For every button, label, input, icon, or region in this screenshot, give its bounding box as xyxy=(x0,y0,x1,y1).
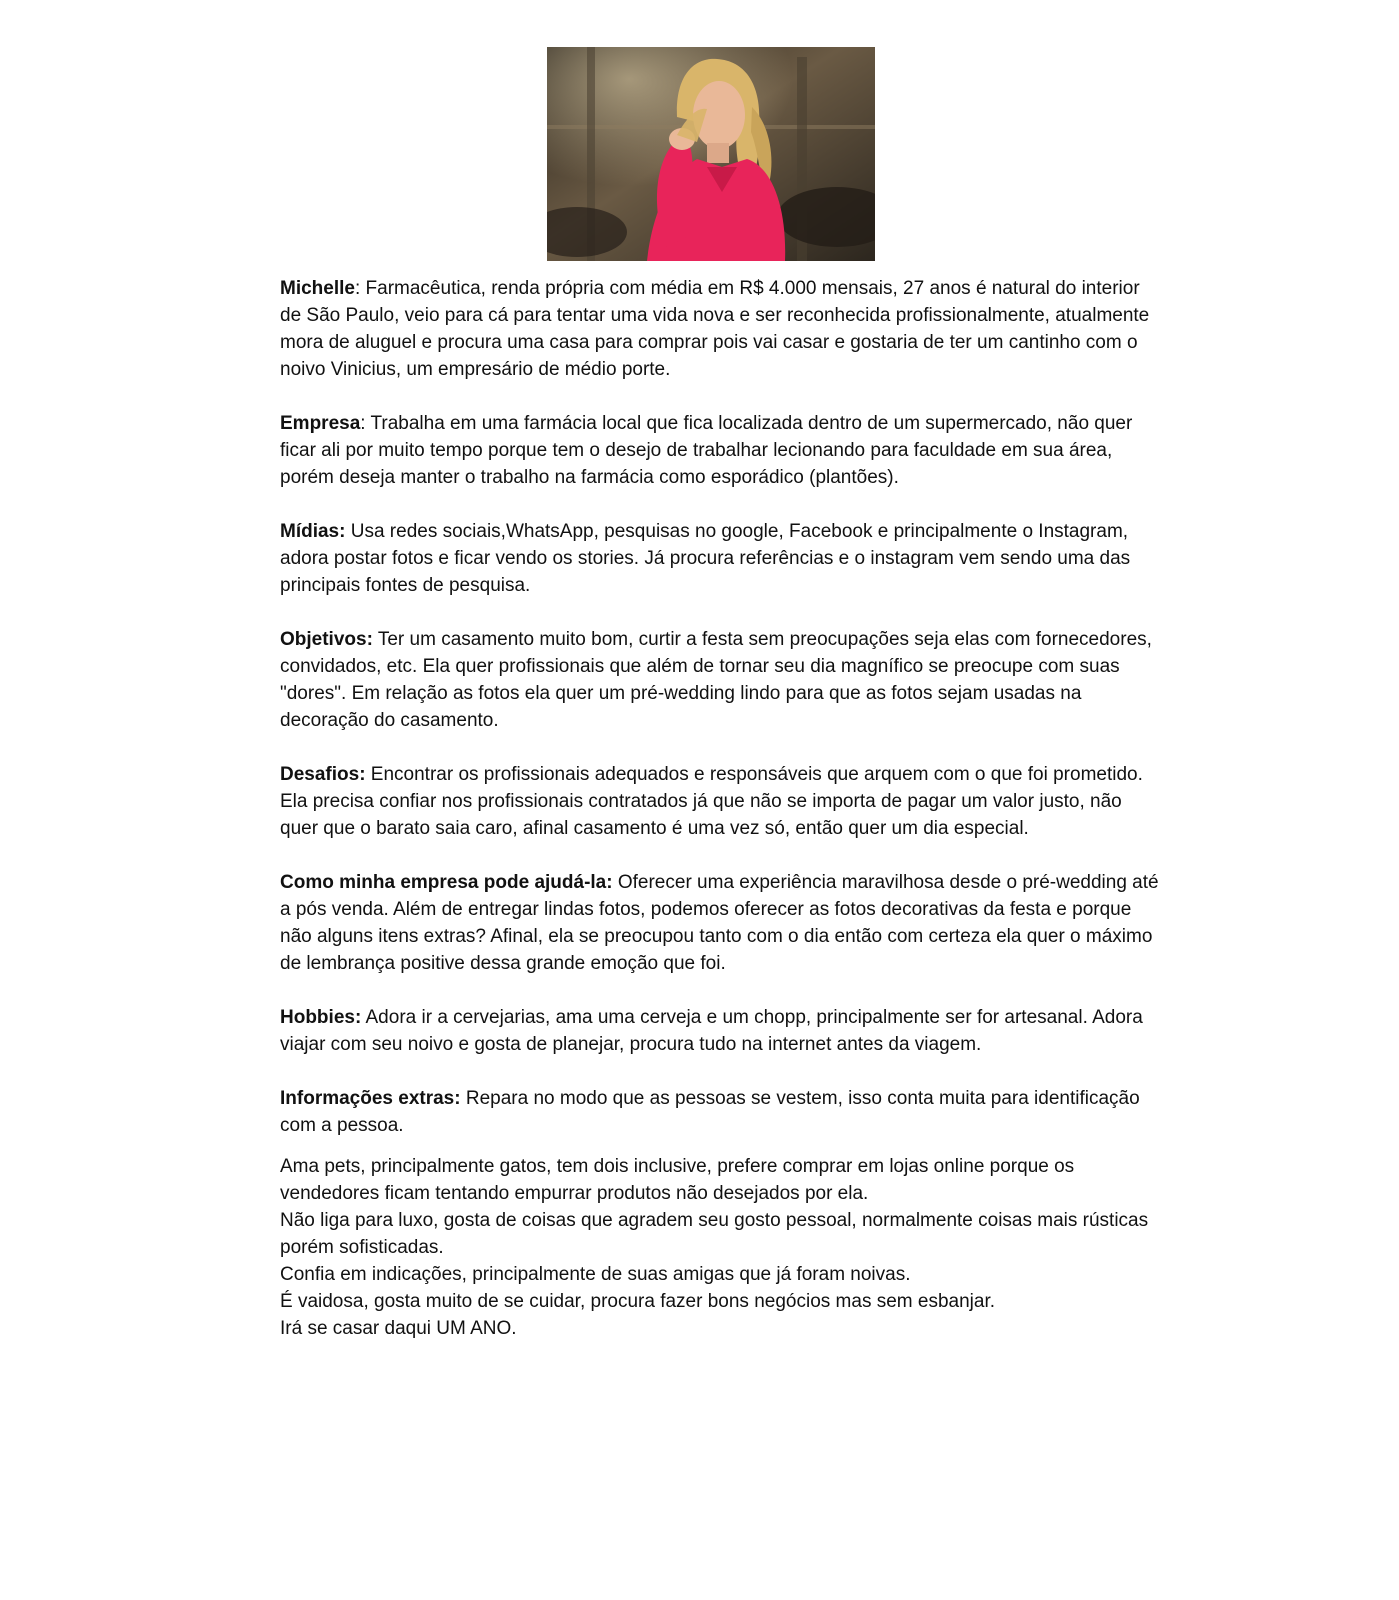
section-informacoes-extras xyxy=(280,1085,1160,1139)
section-hobbies xyxy=(280,1004,1160,1058)
section-text: Oferecer uma experiência maravilhosa desde o pré-wedding até a pós venda. Além de entregar lindas fotos, podemos oferecer as fotos decorativas da festa e porque não alguns itens extras? Afinal, ela se preocupou tanto com o dia então com certeza ela quer o máximo de lembrança positive dessa grande emoção que foi. xyxy=(280,872,1159,974)
section-label: Objetivos: xyxy=(280,629,373,650)
section-label: Hobbies: xyxy=(280,1007,362,1028)
extra-note-line: Ama pets, principalmente gatos, tem dois inclusive, prefere comprar em lojas online porque os vendedores ficam tentando empurrar produtos não desejados por ela. xyxy=(280,1156,1075,1204)
section-text: : Trabalha em uma farmácia local que fica localizada dentro de um supermercado, não quer ficar ali por muito tempo porque tem o desejo de trabalhar lecionando para faculdade em sua área, porém deseja manter o trabalho na farmácia como esporádico (plantões). xyxy=(280,413,1133,488)
section-label: Michelle xyxy=(280,278,355,299)
section-label: Informações extras: xyxy=(280,1088,461,1109)
section-text: Usa redes sociais,WhatsApp, pesquisas no google, Facebook e principalmente o Instagram, adora postar fotos e ficar vendo os stories. Já procura referências e o instagram vem sendo uma das principais fontes de pesquisa. xyxy=(280,521,1131,596)
section-text: Encontrar os profissionais adequados e responsáveis que arquem com o que foi prometido. Ela precisa confiar nos profissionais contratados já que não se importa de pagar um valor justo, não quer que o barato saia caro, afinal casamento é uma vez só, então quer um dia especial. xyxy=(280,764,1143,839)
persona-description xyxy=(280,275,1160,1361)
section-michelle xyxy=(280,275,1160,383)
persona-photo-illustration xyxy=(547,47,875,261)
section-text: Adora ir a cervejarias, ama uma cerveja e um chopp, principalmente ser for artesanal. Adora viajar com seu noivo e gosta de planejar, procura tudo na internet antes da viagem. xyxy=(280,1007,1143,1055)
section-label: Desafios: xyxy=(280,764,366,785)
extra-note-line: Irá se casar daqui UM ANO. xyxy=(280,1318,517,1339)
extra-notes xyxy=(280,1153,1160,1342)
section-midias xyxy=(280,518,1160,599)
extra-note-line: Confia em indicações, principalmente de suas amigas que já foram noivas. xyxy=(280,1264,911,1285)
section-como-ajudar xyxy=(280,869,1160,977)
extra-note-line: Não liga para luxo, gosta de coisas que agradem seu gosto pessoal, normalmente coisas mais rústicas porém sofisticadas. xyxy=(280,1210,1149,1258)
section-label: Mídias: xyxy=(280,521,346,542)
section-text: Ter um casamento muito bom, curtir a festa sem preocupações seja elas com fornecedores, convidados, etc. Ela quer profissionais que além de tornar seu dia magnífico se preocupe com suas "dores". Em relação as fotos ela quer um pré-wedding lindo para que as fotos sejam usadas na decoração do casamento. xyxy=(280,629,1152,731)
section-text: : Farmacêutica, renda própria com média em R$ 4.000 mensais, 27 anos é natural do interior de São Paulo, veio para cá para tentar uma vida nova e ser reconhecida profissionalmente, atualmente mora de aluguel e procura uma casa para comprar pois vai casar e gostaria de ter um cantinho com o noivo Vinicius, um empresário de médio porte. xyxy=(280,278,1150,380)
section-text: Repara no modo que as pessoas se vestem, isso conta muita para identificação com a pessoa. xyxy=(280,1088,1140,1136)
section-empresa xyxy=(280,410,1160,491)
extra-note-line: É vaidosa, gosta muito de se cuidar, procura fazer bons negócios mas sem esbanjar. xyxy=(280,1291,996,1312)
section-objetivos xyxy=(280,626,1160,734)
section-label: Como minha empresa pode ajudá-la: xyxy=(280,872,613,893)
section-label: Empresa xyxy=(280,413,361,434)
section-desafios xyxy=(280,761,1160,842)
persona-photo xyxy=(547,47,875,261)
